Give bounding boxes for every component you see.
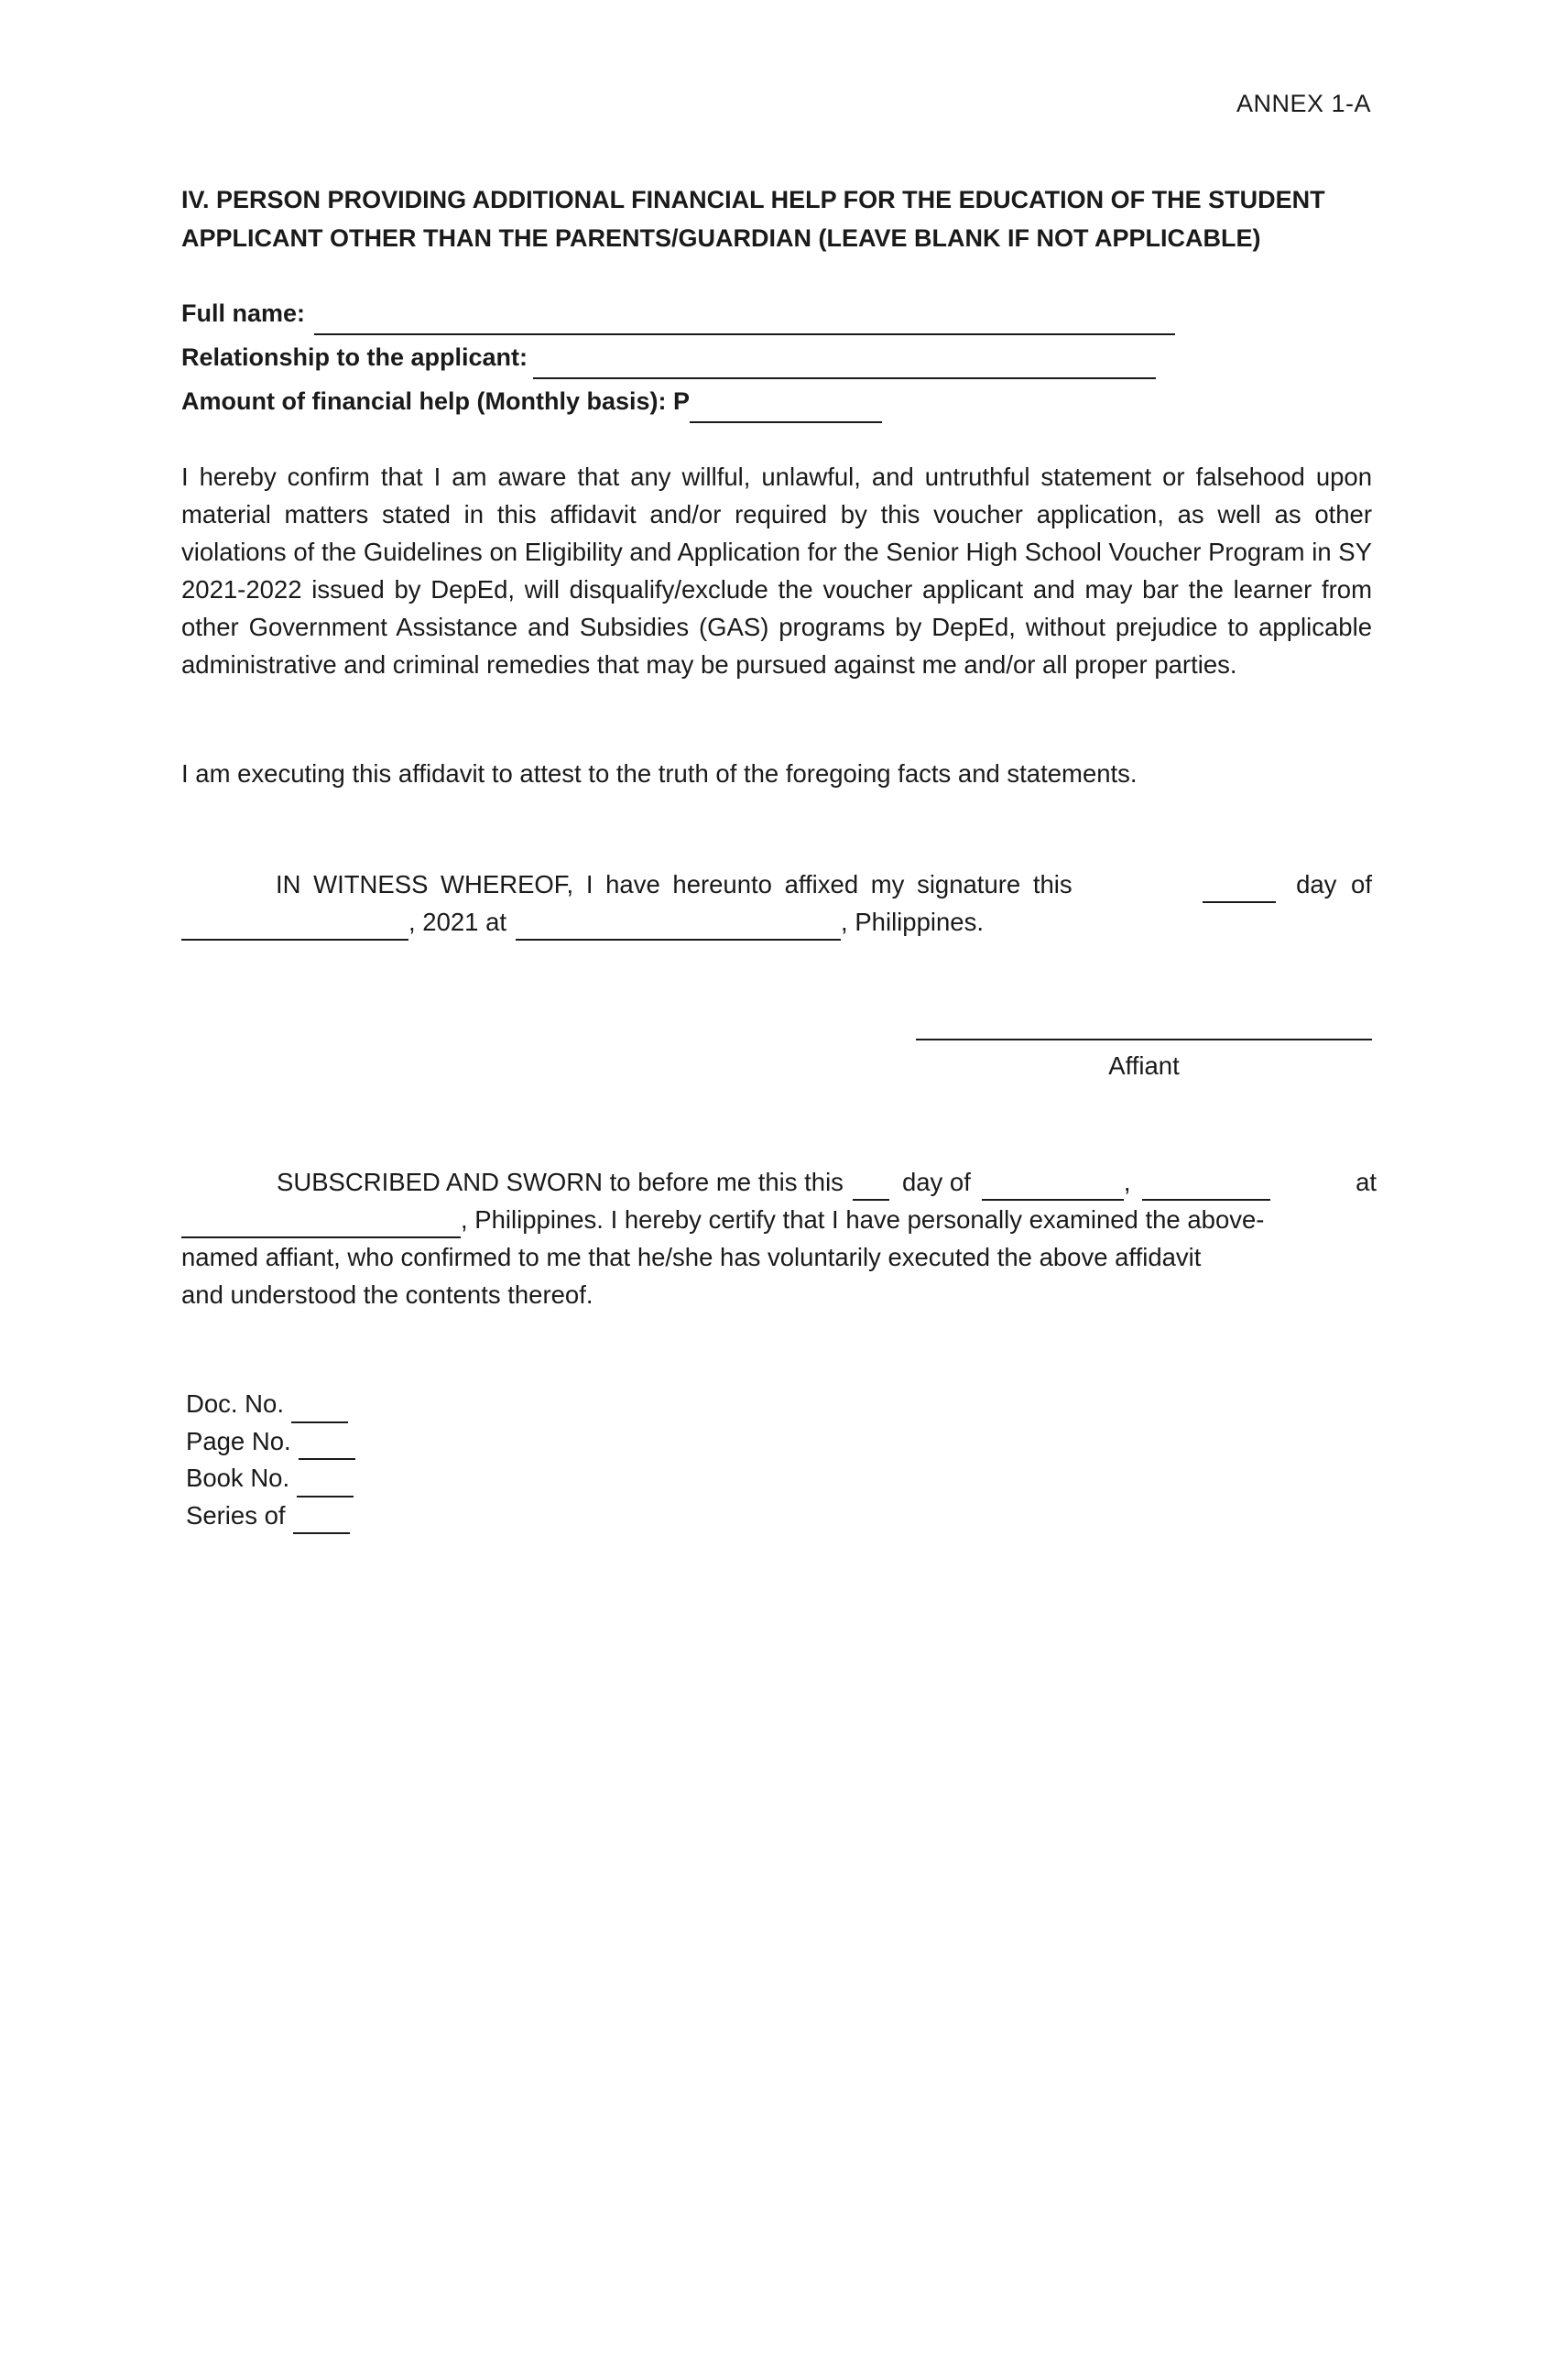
book-no-label: Book No. [186, 1464, 290, 1492]
doc-no-label: Doc. No. [186, 1389, 284, 1418]
sworn-year-blank[interactable] [1142, 1171, 1270, 1201]
affiant-signature-line[interactable] [916, 1039, 1372, 1040]
witness-place-blank[interactable] [516, 911, 841, 941]
witness-text-1: IN WITNESS WHEREOF, I have hereunto affixed my signature this [276, 870, 1073, 898]
sworn-line-4 [181, 1276, 1377, 1313]
sworn-text-2: day of [901, 1168, 971, 1196]
sworn-line-2 [181, 1201, 1377, 1238]
witness-text-3: , 2021 at [408, 908, 507, 936]
section-heading: IV. PERSON PROVIDING ADDITIONAL FINANCIAL HELP FOR THE EDUCATION OF THE STUDENT APPLICANT OTHER THAN THE PARENTS/GUARDIAN (LEAVE BLANK IF NOT APPLICABLE) [181, 186, 1325, 252]
sworn-line-1 [181, 1163, 1377, 1201]
page-no-row [186, 1423, 355, 1461]
amount-label: Amount of financial help (Monthly basis): P [181, 387, 691, 415]
full-name-blank[interactable] [314, 304, 1175, 335]
sworn-text-4: at [1356, 1168, 1377, 1196]
affiant-label: Affiant [1108, 1051, 1180, 1080]
witness-line-2 [181, 903, 1372, 941]
sworn-text-7: and understood the contents thereof. [181, 1280, 593, 1309]
sworn-line-3 [181, 1238, 1377, 1276]
sworn-block [181, 1163, 1377, 1313]
series-of-row [186, 1497, 355, 1535]
doc-no-blank[interactable] [291, 1394, 348, 1423]
doc-no-row [186, 1386, 355, 1423]
witness-text-2: day of [1296, 870, 1372, 898]
notary-details [186, 1386, 355, 1534]
full-name-label: Full name: [181, 299, 306, 327]
amount-row [181, 379, 1175, 423]
series-of-blank[interactable] [293, 1505, 350, 1534]
relationship-label: Relationship to the applicant: [181, 343, 528, 371]
sworn-text-5: , Philippines. I hereby certify that I have personally examined the above- [461, 1205, 1265, 1234]
page-no-blank[interactable] [299, 1431, 355, 1460]
witness-text-4: , Philippines. [841, 908, 984, 936]
book-no-row [186, 1460, 355, 1497]
executing-paragraph: I am executing this affidavit to attest to the truth of the foregoing facts and statements. [181, 759, 1138, 788]
sworn-day-blank[interactable] [853, 1171, 889, 1201]
witness-block [181, 866, 1372, 941]
financial-help-fields [181, 291, 1175, 423]
sworn-text-3: , [1123, 1168, 1131, 1196]
witness-month-blank[interactable] [181, 911, 408, 941]
annex-label: ANNEX 1-A [1236, 90, 1371, 117]
sworn-month-blank[interactable] [982, 1171, 1124, 1201]
amount-blank[interactable] [690, 392, 882, 423]
witness-day-blank[interactable] [1203, 874, 1276, 903]
sworn-place-blank[interactable] [181, 1209, 461, 1238]
book-no-blank[interactable] [297, 1468, 354, 1497]
witness-line-1 [181, 866, 1372, 903]
sworn-text-6: named affiant, who confirmed to me that he/she has voluntarily executed the above affidavit [181, 1243, 1202, 1271]
page-no-label: Page No. [186, 1426, 291, 1455]
confirmation-paragraph: I hereby confirm that I am aware that any willful, unlawful, and untruthful statement or falsehood upon material matters stated in this affidavit and/or required by this voucher application, as well as other violations of the Guidelines on Eligibility and Application for the Senior High School Voucher Program in SY 2021-2022 issued by DepEd, will disqualify/exclude the voucher applicant and may bar the learner from other Government Assistance and Subsidies (GAS) programs by DepEd, without prejudice to applicable administrative and criminal remedies that may be pursued against me and/or all proper parties. [181, 463, 1372, 679]
relationship-blank[interactable] [533, 348, 1156, 379]
full-name-row [181, 291, 1175, 335]
relationship-row [181, 335, 1175, 379]
series-of-label: Series of [186, 1500, 286, 1530]
sworn-text-1: SUBSCRIBED AND SWORN to before me this this [277, 1168, 844, 1196]
